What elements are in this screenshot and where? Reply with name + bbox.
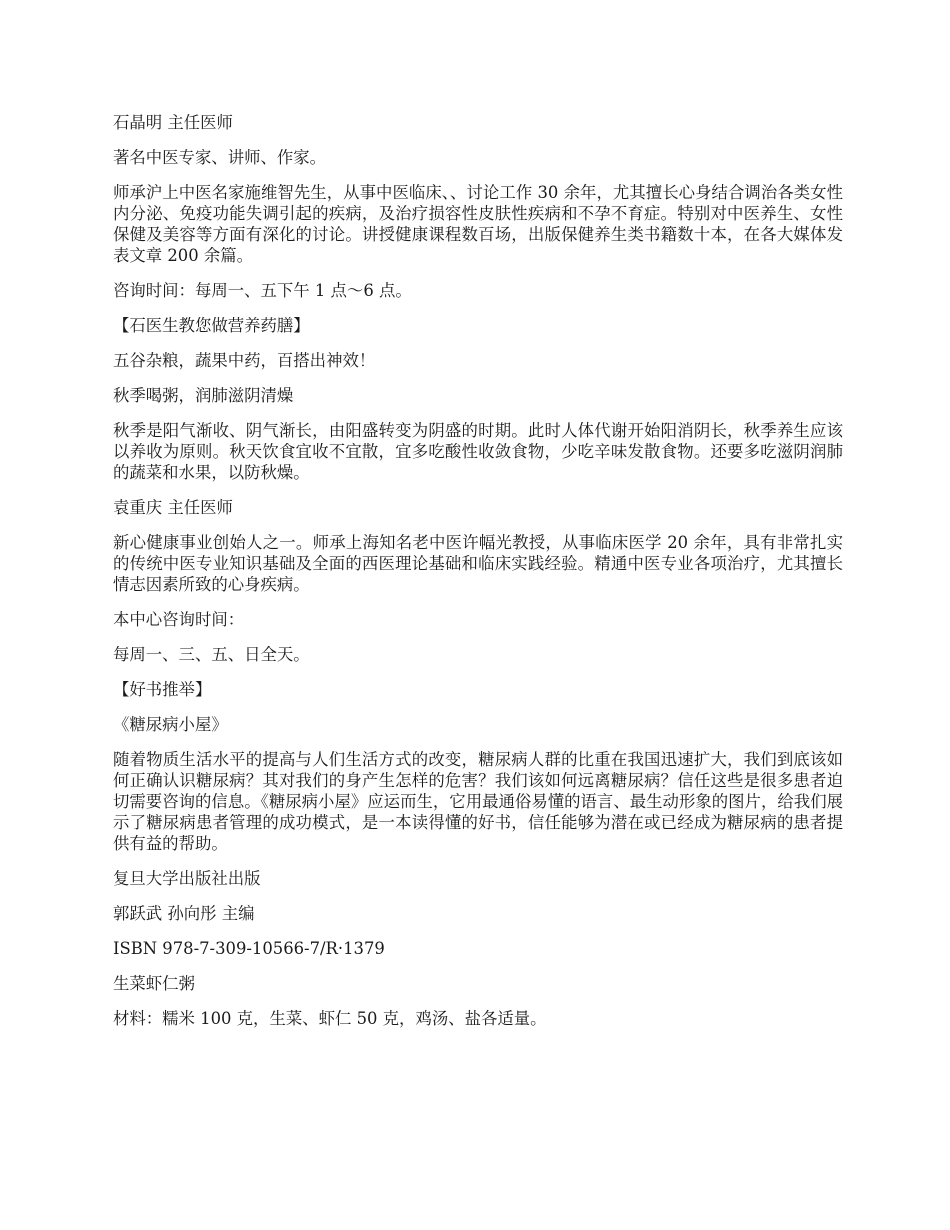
- subheading-autumn-porridge: 秋季喝粥，润肺滋阴清燥: [113, 386, 294, 405]
- recipe-ingredients: 材料：糯米 100 克，生菜、虾仁 50 克，鸡汤、盐各适量。: [113, 1009, 547, 1028]
- doctor-title-line: 著名中医专家、讲师、作家。: [113, 148, 327, 167]
- center-consult-days: 每周一、三、五、日全天。: [113, 645, 310, 664]
- book-editors: 郭跃武 孙向彤 主编: [113, 904, 255, 923]
- book-isbn: ISBN 978-7-309-10566-7/R·1379: [113, 939, 385, 958]
- document-body: [113, 112, 843, 1043]
- slogan-line: 五谷杂粮，蔬果中药，百搭出神效！: [113, 351, 376, 370]
- autumn-health-paragraph: 秋季是阳气渐收、阴气渐长，由阳盛转变为阴盛的时期。此时人体代谢开始阳消阴长，秋季养生应该以养收为原则。秋天饮食宜收不宜散，宜多吃酸性收敛食物，少吃辛味发散食物。还要多吃滋阴润肺的蔬菜和水果，以防秋燥。: [113, 421, 843, 482]
- center-consult-time-label: 本中心咨询时间：: [113, 610, 245, 629]
- section-heading-books: 【好书推举】: [113, 680, 212, 699]
- consult-time-line: 咨询时间：每周一、五下午 1 点～6 点。: [113, 281, 412, 300]
- doctor-bio-paragraph-2: 新心健康事业创始人之一。师承上海知名老中医许幅光教授，从事临床医学 20 余年，具有非常扎实的传统中医专业知识基础及全面的西医理论基础和临床实践经验。精通中医专业各项治疗，尤其擅长情志因素所致的心身疾病。: [113, 533, 843, 594]
- book-title: 《糖尿病小屋》: [113, 715, 228, 734]
- doctor-bio-paragraph: 师承沪上中医名家施维智先生，从事中医临床、、讨论工作 30 余年，尤其擅长心身结合调治各类女性内分泌、免疫功能失调引起的疾病，及治疗损容性皮肤性疾病和不孕不育症。特别对中医养生、女性保健及美容等方面有深化的讨论。讲授健康课程数百场，出版保健养生类书籍数十本，在各大媒体发表文章 200 余篇。: [113, 183, 843, 265]
- doctor-name-heading: 石晶明 主任医师: [113, 113, 233, 132]
- recipe-title: 生菜虾仁粥: [113, 974, 195, 993]
- book-description-paragraph: 随着物质生活水平的提高与人们生活方式的改变，糖尿病人群的比重在我国迅速扩大，我们到底该如何正确认识糖尿病？其对我们的身产生怎样的危害？我们该如何远离糖尿病？信任这些是很多患者迫切需要咨询的信息。《糖尿病小屋》应运而生，它用最通俗易懂的语言、最生动形象的图片，给我们展示了糖尿病患者管理的成功模式，是一本读得懂的好书，信任能够为潜在或已经成为糖尿病的患者提供有益的帮助。: [113, 750, 843, 853]
- section-heading-diet: 【石医生教您做营养药膳】: [113, 316, 310, 335]
- doctor-name-heading-2: 袁重庆 主任医师: [113, 498, 233, 517]
- book-publisher: 复旦大学出版社出版: [113, 869, 261, 888]
